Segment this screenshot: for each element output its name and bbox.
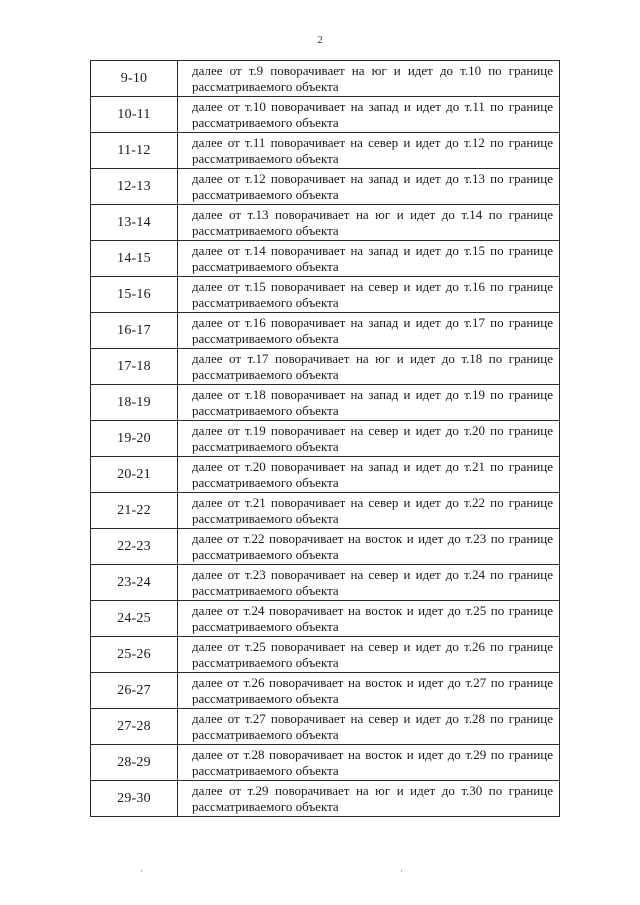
description-cell: далее от т.14 поворачивает на запад и идет до т.15 по границе рассматриваемого объекта (178, 241, 560, 277)
segment-cell: 13-14 (91, 205, 178, 241)
table-row (91, 637, 560, 673)
segment-cell: 22-23 (91, 529, 178, 565)
description-cell: далее от т.24 поворачивает на восток и идет до т.25 по границе рассматриваемого объекта (178, 601, 560, 637)
table-row (91, 673, 560, 709)
table-row (91, 601, 560, 637)
segment-cell: 11-12 (91, 133, 178, 169)
description-cell: далее от т.17 поворачивает на юг и идет до т.18 по границе рассматриваемого объекта (178, 349, 560, 385)
table-row (91, 313, 560, 349)
table-row (91, 277, 560, 313)
segment-cell: 18-19 (91, 385, 178, 421)
description-cell: далее от т.25 поворачивает на север и идет до т.26 по границе рассматриваемого объекта (178, 637, 560, 673)
segment-cell: 12-13 (91, 169, 178, 205)
description-cell: далее от т.20 поворачивает на запад и идет до т.21 по границе рассматриваемого объекта (178, 457, 560, 493)
segment-cell: 9-10 (91, 61, 178, 97)
table-row (91, 61, 560, 97)
description-cell: далее от т.23 поворачивает на север и идет до т.24 по границе рассматриваемого объекта (178, 565, 560, 601)
segment-cell: 28-29 (91, 745, 178, 781)
description-cell: далее от т.12 поворачивает на запад и идет до т.13 по границе рассматриваемого объекта (178, 169, 560, 205)
boundary-description-table (90, 60, 560, 817)
page-number: 2 (317, 34, 323, 46)
description-cell: далее от т.10 поворачивает на запад и идет до т.11 по границе рассматриваемого объекта (178, 97, 560, 133)
segment-cell: 19-20 (91, 421, 178, 457)
segment-cell: 23-24 (91, 565, 178, 601)
segment-cell: 20-21 (91, 457, 178, 493)
table-row (91, 529, 560, 565)
table-row (91, 781, 560, 817)
segment-cell: 27-28 (91, 709, 178, 745)
segment-cell: 17-18 (91, 349, 178, 385)
description-cell: далее от т.16 поворачивает на запад и идет до т.17 по границе рассматриваемого объекта (178, 313, 560, 349)
description-cell: далее от т.15 поворачивает на север и идет до т.16 по границе рассматриваемого объекта (178, 277, 560, 313)
table-row (91, 493, 560, 529)
description-cell: далее от т.27 поворачивает на север и идет до т.28 по границе рассматриваемого объекта (178, 709, 560, 745)
table-row (91, 709, 560, 745)
description-cell: далее от т.13 поворачивает на юг и идет до т.14 по границе рассматриваемого объекта (178, 205, 560, 241)
description-cell: далее от т.29 поворачивает на юг и идет до т.30 по границе рассматриваемого объекта (178, 781, 560, 817)
segment-cell: 21-22 (91, 493, 178, 529)
table-row (91, 133, 560, 169)
table-row (91, 97, 560, 133)
description-cell: далее от т.9 поворачивает на юг и идет до т.10 по границе рассматриваемого объекта (178, 61, 560, 97)
scan-speck: · (400, 866, 403, 876)
description-cell: далее от т.28 поворачивает на восток и идет до т.29 по границе рассматриваемого объекта (178, 745, 560, 781)
segment-cell: 10-11 (91, 97, 178, 133)
table-row (91, 457, 560, 493)
segment-cell: 16-17 (91, 313, 178, 349)
table-row (91, 421, 560, 457)
segment-cell: 26-27 (91, 673, 178, 709)
description-cell: далее от т.21 поворачивает на север и идет до т.22 по границе рассматриваемого объекта (178, 493, 560, 529)
segment-cell: 25-26 (91, 637, 178, 673)
table-body (91, 61, 560, 817)
table-row (91, 349, 560, 385)
table-row (91, 385, 560, 421)
scan-speck: · (140, 866, 143, 876)
description-cell: далее от т.18 поворачивает на запад и идет до т.19 по границе рассматриваемого объекта (178, 385, 560, 421)
table-row (91, 565, 560, 601)
segment-cell: 15-16 (91, 277, 178, 313)
segment-cell: 29-30 (91, 781, 178, 817)
description-cell: далее от т.19 поворачивает на север и идет до т.20 по границе рассматриваемого объекта (178, 421, 560, 457)
table-row (91, 745, 560, 781)
table-row (91, 205, 560, 241)
description-cell: далее от т.22 поворачивает на восток и идет до т.23 по границе рассматриваемого объекта (178, 529, 560, 565)
segment-cell: 14-15 (91, 241, 178, 277)
segment-cell: 24-25 (91, 601, 178, 637)
description-cell: далее от т.26 поворачивает на восток и идет до т.27 по границе рассматриваемого объекта (178, 673, 560, 709)
table-row (91, 241, 560, 277)
table-row (91, 169, 560, 205)
description-cell: далее от т.11 поворачивает на север и идет до т.12 по границе рассматриваемого объекта (178, 133, 560, 169)
